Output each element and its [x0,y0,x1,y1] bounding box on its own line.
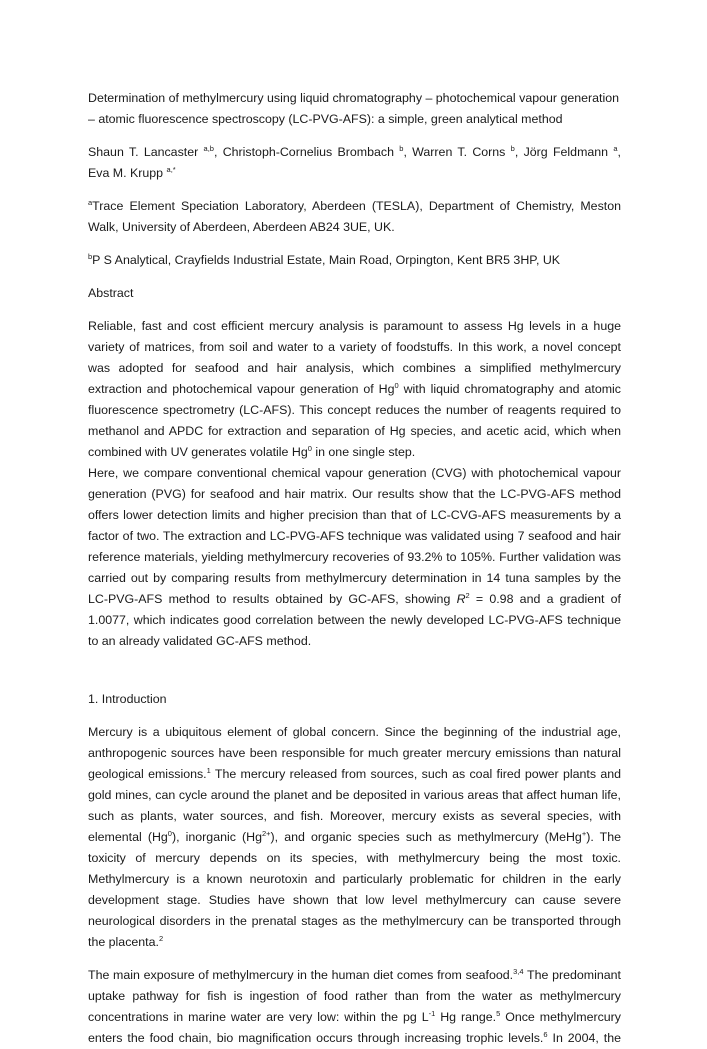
paper-title: Determination of methylmercury using liquid chromatography – photochemical vapour generation – atomic fluorescence spectroscopy (LC-PVG-AFS): a simple, green analytical method [88,91,620,126]
affiliation-mark: a [88,198,93,207]
introduction-paragraph-1 [88,722,621,953]
text-run: ), and organic species such as methylmercury (MeHg [270,830,582,844]
author-affiliation-mark: b [510,144,515,153]
superscript: 0 [394,381,399,390]
affiliation-a [88,196,621,238]
author-affiliation-mark: b [399,144,404,153]
text-run: Here, we compare conventional chemical vapour generation (CVG) with photochemical vapour generation (PVG) for seafood and hair matrix. Our results show that the LC-PVG-AFS method offers lower detection limits and higher precision than that of LC-CVG-AFS measurements by a factor of two. The extraction and LC-PVG-AFS technique was validated using 7 seafood and hair reference materials, yielding methylmercury recoveries of 93.2% to 105%. Further validation was carried out by comparing results from methylmercury determination in 14 tuna samples by the LC-PVG-AFS method to results obtained by GC-AFS, showing [88,466,621,606]
citation-ref: 2 [158,934,164,943]
citation-ref: 6 [543,1030,548,1039]
author-list: Shaun T. Lancaster $^{a,b}$, Christoph-Cornelius Brombach $^b$, Warren T. Corns $^b$, Jörg Feldmann $^a$, Eva M. Krupp $^{a,*}$ [88,144,621,180]
r-squared-symbol: R [456,592,466,606]
introduction-heading: 1. Introduction [88,692,167,706]
affiliation-mark: b [88,252,93,261]
abstract-heading: Abstract [88,286,134,300]
author: Jörg Feldmann [523,145,609,159]
superscript: 2 [465,591,470,600]
text-run: The predominant uptake pathway for fish is ingestion of food rather than from the water as methylmercury concentrations in marine water are very low: within the pg L [88,968,621,1024]
citation-ref: 1 [206,766,211,775]
text-run: In 2004, the [547,1031,621,1045]
superscript: 2+ [261,829,271,838]
superscript: 0 [307,444,312,453]
abstract-paragraph-2 [88,463,621,652]
text-run: Hg range. [435,1010,497,1024]
text-run: Reliable, fast and cost efficient mercury analysis is paramount to assess Hg levels in a huge variety of matrices, from soil and water to a variety of foodstuffs. In this work, a novel concept was adopted for seafood and hair analysis, which combines a simplified methylmercury extraction and photochemical vapour generation of Hg [88,319,621,396]
author: Eva M. Krupp [88,166,164,180]
abstract-paragraph-1 [88,316,621,463]
text-run: in one single step. [311,445,416,459]
text-run: ). The toxicity of mercury depends on its species, with methylmercury being the most toxic. Methylmercury is a known neurotoxin and particularly problematic for children in the early development stage. Studies have shown that low level methylmercury can cause severe neurological disorders in the prenatal stages as the methylmercury can be transported through the placenta. [88,830,621,949]
introduction-paragraph-2 [88,965,621,1049]
text-run: = 0.98 and a gradient of 1.0077, which indicates good correlation between the newly developed LC-PVG-AFS technique to an already validated GC-AFS method. [88,592,621,648]
paper-page [88,88,621,1049]
text-run: with liquid chromatography and atomic fluorescence spectrometry (LC-AFS). This concept reduces the number of reagents required to methanol and APDC for extraction and separation of Hg species, and acetic acid, which when combined with UV generates volatile Hg [88,382,621,459]
author-affiliation-mark: a,* [166,165,176,174]
affiliation-text: Trace Element Speciation Laboratory, Aberdeen (TESLA), Department of Chemistry, Meston Walk, University of Aberdeen, Aberdeen AB24 3UE, UK. [88,199,621,234]
text-run: Mercury is a ubiquitous element of global concern. Since the beginning of the industrial age, anthropogenic sources have been responsible for much greater mercury emissions than natural geological emissions. [88,725,621,781]
text-run: ), inorganic (Hg [171,830,262,844]
citation-ref: 3,4 [513,967,524,976]
affiliation-b [88,250,621,271]
author: Warren T. Corns [412,145,506,159]
superscript: + [581,829,587,838]
author-affiliation-mark: a,b [203,144,214,153]
author-affiliation-mark: a [613,144,618,153]
affiliation-text: P S Analytical, Crayfields Industrial Estate, Main Road, Orpington, Kent BR5 3HP, UK [92,253,561,267]
superscript: -1 [428,1009,436,1018]
author: Shaun T. Lancaster [88,145,199,159]
text-run: Once methylmercury enters the food chain, bio magnification occurs through increasing trophic levels. [88,1010,621,1045]
text-run: The main exposure of methylmercury in the human diet comes from seafood. [88,968,514,982]
text-run: The mercury released from sources, such as coal fired power plants and gold mines, can cycle around the planet and be deposited in various areas that affect human life, such as plants, water sources, and fish. Moreover, mercury exists as several species, with elemental (Hg [88,767,621,844]
author: Christoph-Cornelius Brombach [222,145,394,159]
citation-ref: 5 [496,1009,501,1018]
superscript: 0 [167,829,172,838]
